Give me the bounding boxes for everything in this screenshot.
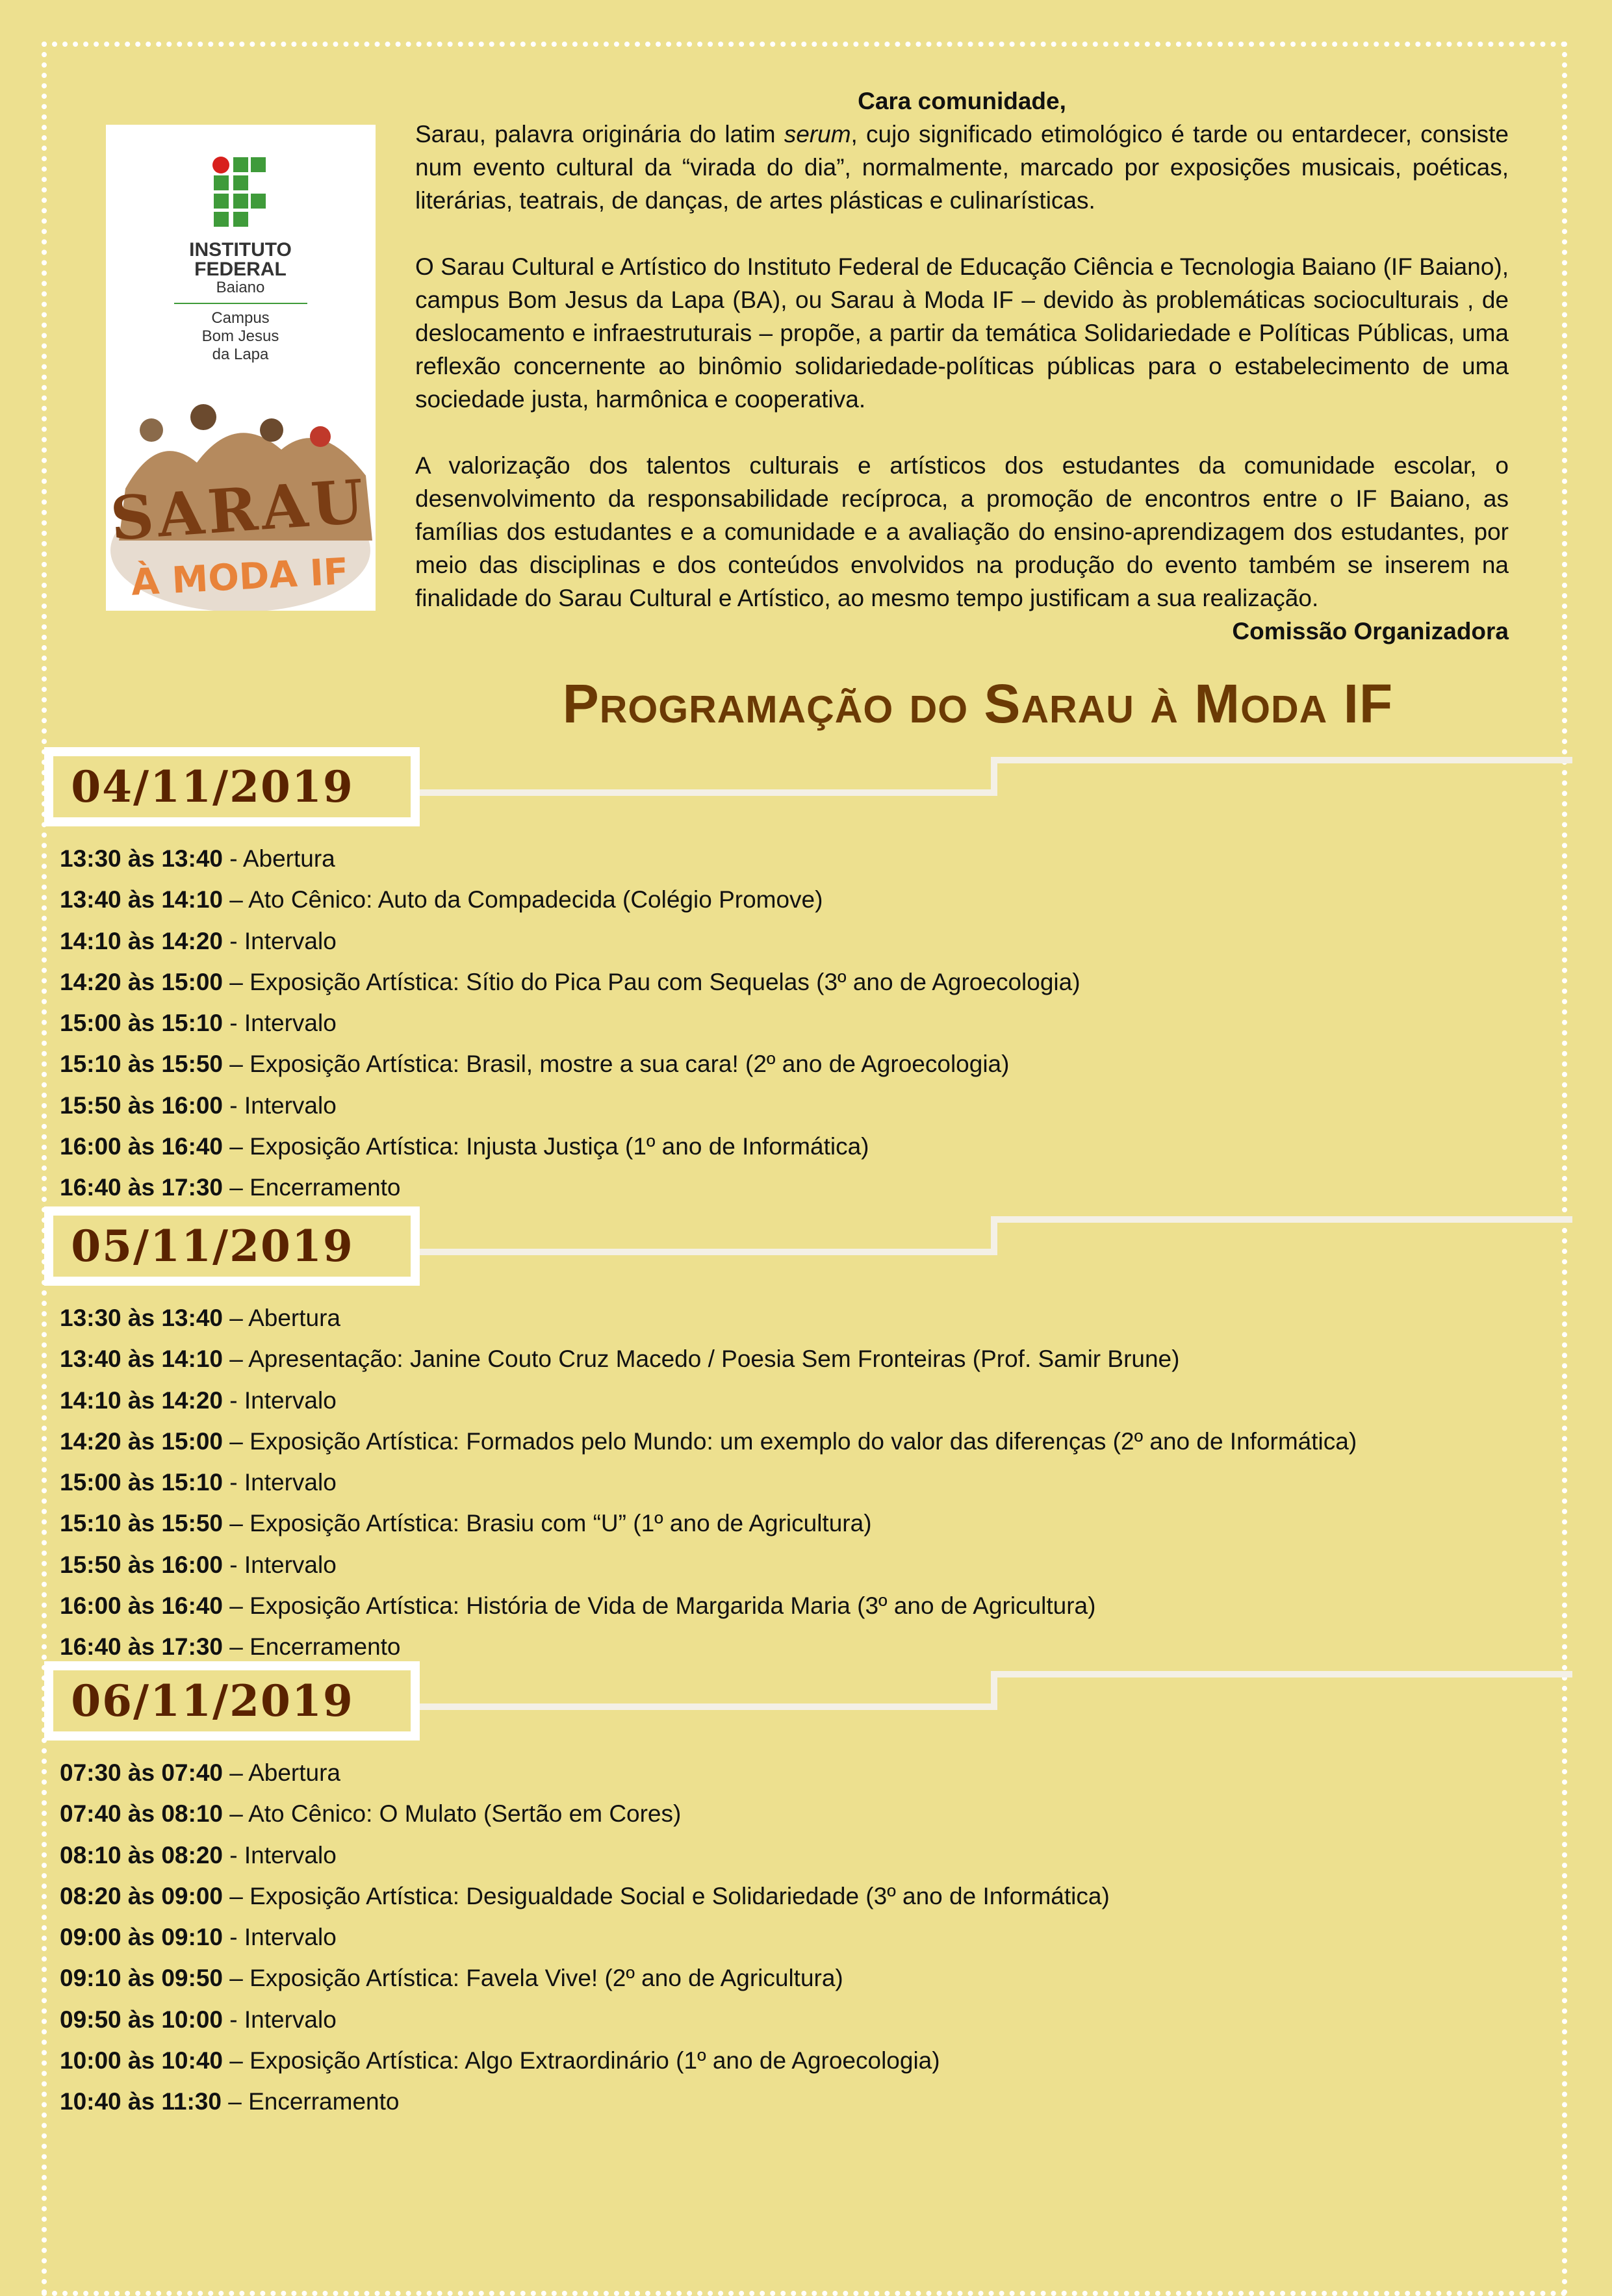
schedule-item: 16:40 às 17:30 – Encerramento <box>60 1174 401 1201</box>
logo-campus-line1: Campus <box>211 309 270 327</box>
art-musician <box>140 418 163 442</box>
date-box <box>44 1206 420 1286</box>
schedule-item: 14:10 às 14:20 - Intervalo <box>60 927 337 954</box>
logo-name-line1: INSTITUTO <box>189 239 292 261</box>
program-title-text: Programação do Sarau à Moda IF <box>562 673 1394 734</box>
art-musician <box>260 418 283 442</box>
schedule-item: 15:50 às 16:00 - Intervalo <box>60 1551 337 1578</box>
date-label: 06/11/2019 <box>71 1676 354 1726</box>
schedule-item: 07:30 às 07:40 – Abertura <box>60 1759 340 1786</box>
art-moda-text: À MODA IF <box>130 550 350 604</box>
logo-name-line3: Baiano <box>216 279 265 296</box>
schedule-item: 07:40 às 08:10 – Ato Cênico: O Mulato (Sertão em Cores) <box>60 1800 682 1828</box>
schedule-item: 13:30 às 13:40 – Abertura <box>60 1305 340 1331</box>
schedule-item: 13:30 às 13:40 - Abertura <box>60 845 335 872</box>
schedule-item: 09:00 às 09:10 - Intervalo <box>60 1924 337 1951</box>
intro-paragraph-2: O Sarau Cultural e Artístico do Instituto Federal de Educação Ciência e Tecnologia Baiano (IF Baiano), campus Bom Jesus da Lapa (BA), ou Sarau à Moda IF – devido às problemáticas socioculturais , de deslocamento e infraestruturais – propõe, a partir da temática Solidariedade e Políticas Públicas, uma reflexão concernente ao binômio solidariedade-políticas públicas para o estabelecimento de uma sociedade justa, harmônica e cooperativa. <box>415 253 1509 413</box>
program-title <box>416 672 1540 735</box>
logo-red-dot <box>212 157 229 173</box>
logo-campus-line3: da Lapa <box>212 346 269 363</box>
schedule-item: 08:20 às 09:00 – Exposição Artística: Desigualdade Social e Solidariedade (3º ano de Informática) <box>60 1882 1110 1909</box>
art-musician <box>310 426 331 447</box>
schedule-item: 15:10 às 15:50 – Exposição Artística: Brasiu com “U” (1º ano de Agricultura) <box>60 1510 872 1537</box>
date-box <box>44 1661 420 1741</box>
schedule-list <box>60 1752 1110 2123</box>
intro-paragraph-1: Sarau, palavra originária do latim serum, cujo significado etimológico é tarde ou entardecer, consiste num evento cultural da “virada do dia”, normalmente, marcado por exposições musicais, poéticas, literárias, teatrais, de danças, de artes plásticas e culinarísticas. <box>415 121 1509 214</box>
schedule-item: 15:50 às 16:00 - Intervalo <box>60 1091 337 1119</box>
signature: Comissão Organizadora <box>1232 618 1509 644</box>
date-label: 05/11/2019 <box>71 1221 354 1271</box>
schedule-item: 13:40 às 14:10 – Ato Cênico: Auto da Compadecida (Colégio Promove) <box>60 886 823 913</box>
schedule-item: 14:20 às 15:00 – Exposição Artística: Sítio do Pica Pau com Sequelas (3º ano de Agroecologia) <box>60 968 1081 995</box>
schedule-item: 14:20 às 15:00 – Exposição Artística: Formados pelo Mundo: um exemplo do valor das diferenças (2º ano de Informática) <box>60 1427 1357 1455</box>
schedule-list <box>60 838 1081 1208</box>
schedule-list <box>60 1297 1357 1668</box>
intro-paragraph-3: A valorização dos talentos culturais e artísticos dos estudantes da comunidade escolar, o desenvolvimento da responsabilidade recíproca, a promoção de encontros entre o IF Baiano, as famílias dos estudantes e a comunidade e a avaliação do ensino-aprendizagem dos estudantes, por meio das disciplinas e dos conteúdos envolvidos na produção do evento também se inserem na finalidade do Sarau Cultural e Artístico, ao mesmo tempo justificam a sua realização. <box>415 452 1509 611</box>
schedule-item: 15:10 às 15:50 – Exposição Artística: Brasil, mostre a sua cara! (2º ano de Agroecologia) <box>60 1051 1010 1078</box>
sarau-logo <box>106 125 376 611</box>
institute-logo-art <box>106 125 376 611</box>
schedule-item: 08:10 às 08:20 - Intervalo <box>60 1841 337 1869</box>
schedule-item: 16:00 às 16:40 – Exposição Artística: História de Vida de Margarida Maria (3º ano de Agricultura) <box>60 1592 1096 1620</box>
schedule-item: 10:00 às 10:40 – Exposição Artística: Algo Extraordinário (1º ano de Agroecologia) <box>60 2047 940 2074</box>
logo-name-line2: FEDERAL <box>194 259 287 280</box>
schedule-item: 09:50 às 10:00 - Intervalo <box>60 2006 337 2033</box>
intro-letter <box>415 84 1509 648</box>
date-label: 04/11/2019 <box>71 761 354 812</box>
schedule-item: 10:40 às 11:30 – Encerramento <box>60 2088 400 2115</box>
schedule-item: 09:10 às 09:50 – Exposição Artística: Favela Vive! (2º ano de Agricultura) <box>60 1965 843 1992</box>
schedule-item: 15:00 às 15:10 - Intervalo <box>60 1010 337 1037</box>
art-sarau-text: SARAU <box>108 466 370 554</box>
schedule-item: 14:10 às 14:20 - Intervalo <box>60 1386 337 1414</box>
greeting: Cara comunidade, <box>858 88 1066 114</box>
schedule-item: 16:40 às 17:30 – Encerramento <box>60 1633 401 1661</box>
schedule-item: 15:00 às 15:10 - Intervalo <box>60 1469 337 1496</box>
date-box <box>44 747 420 826</box>
schedule-item: 16:00 às 16:40 – Exposição Artística: Injusta Justiça (1º ano de Informática) <box>60 1133 869 1160</box>
schedule-item: 13:40 às 14:10 – Apresentação: Janine Couto Cruz Macedo / Poesia Sem Fronteiras (Prof. Samir Brune) <box>60 1346 1180 1373</box>
logo-campus-line2: Bom Jesus <box>201 327 279 345</box>
art-musician <box>190 404 216 430</box>
